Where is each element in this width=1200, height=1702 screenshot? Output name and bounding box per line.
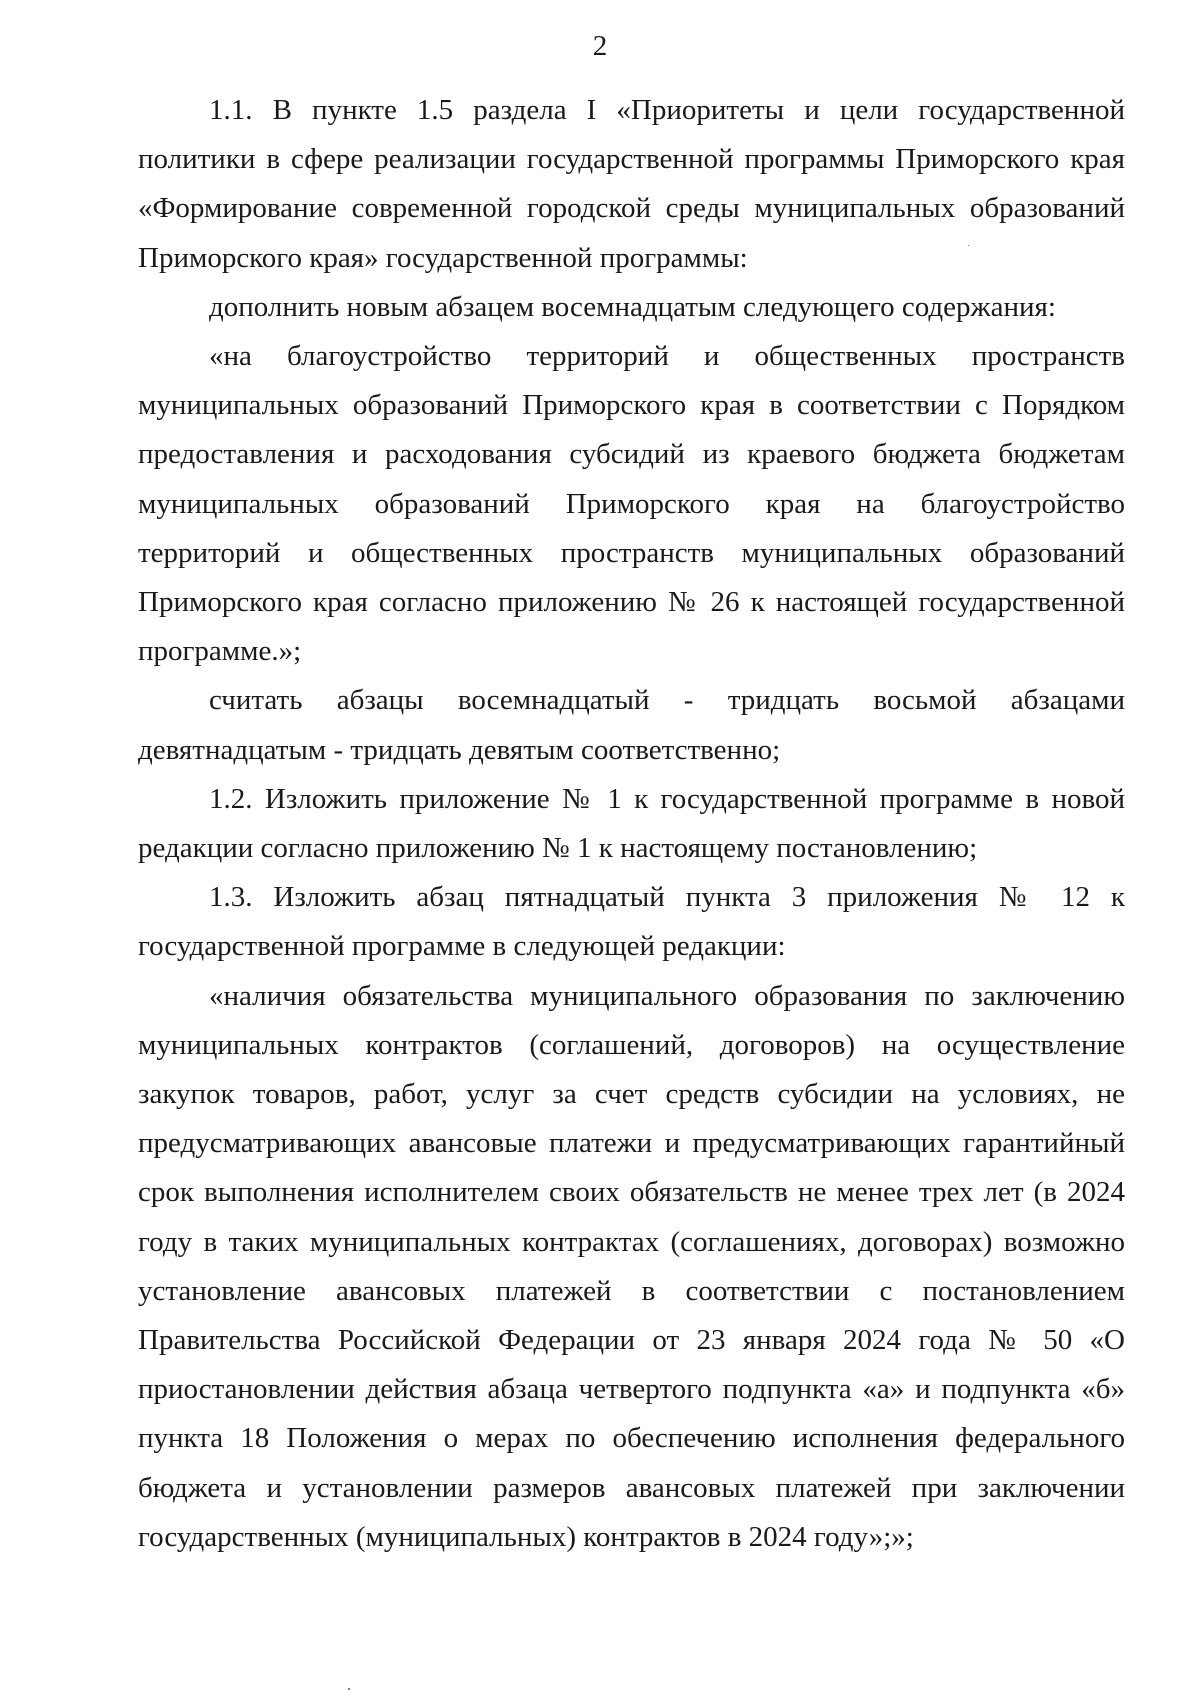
paragraph-quote-obyazatelstva: «наличия обязательства муниципального образования по заключению муниципальных контрактов (соглашений, договоров) на осуществление закупок товаров, работ, услуг за счет средств субсидии на условиях, не предусматривающих авансовые платежи и предусматривающих гарантийный срок выполнения исполнителем своих обязательств не менее трех лет (в 2024 году в таких муниципальных контрактах (соглашениях, договорах) возможно установление авансовых платежей в соответствии с постановлением Правительства Российской Федерации от 23 января 2024 года № 50 «О приостановлении действия абзаца четвертого подпункта «а» и подпункта «б» пункта 18 Положения о мерах по обеспечению исполнения федерального бюджета и установлении размеров авансовых платежей при заключении государственных (муниципальных) контрактов в 2024 году»;»; [138, 979, 1125, 1553]
paragraph-add-abzac: дополнить новым абзацем восемнадцатым следующего содержания: [209, 290, 1056, 323]
document-body [138, 86, 1125, 1562]
scan-speck [968, 245, 969, 246]
paragraph-1-1: 1.1. В пункте 1.5 раздела I «Приоритеты и цели государственной политики в сфере реализации государственной программы Приморского края «Формирование современной городской среды муниципальных образований Приморского края» государственной программы: [138, 94, 1125, 274]
paragraph-1-3: 1.3. Изложить абзац пятнадцатый пункта 3 приложения № 12 к государственной программе в следующей редакции: [138, 881, 1125, 963]
paragraph-renumber: считать абзацы восемнадцатый - тридцать восьмой абзацами девятнадцатым - тридцать девятым соответственно; [138, 684, 1125, 766]
scan-speck [348, 1688, 350, 1690]
page-number: 2 [592, 30, 608, 62]
paragraph-1-2: 1.2. Изложить приложение № 1 к государственной программе в новой редакции согласно приложению № 1 к настоящему постановлению; [138, 782, 1125, 865]
paragraph-quote-blagoustroistvo: «на благоустройство территорий и общественных пространств муниципальных образований Приморского края в соответствии с Порядком предоставления и расходования субсидий из краевого бюджета бюджетам муниципальных образований Приморского края на благоустройство территорий и общественных пространств муниципальных образований Приморского края согласно приложению № 26 к настоящей государственной программе.»; [138, 340, 1125, 668]
